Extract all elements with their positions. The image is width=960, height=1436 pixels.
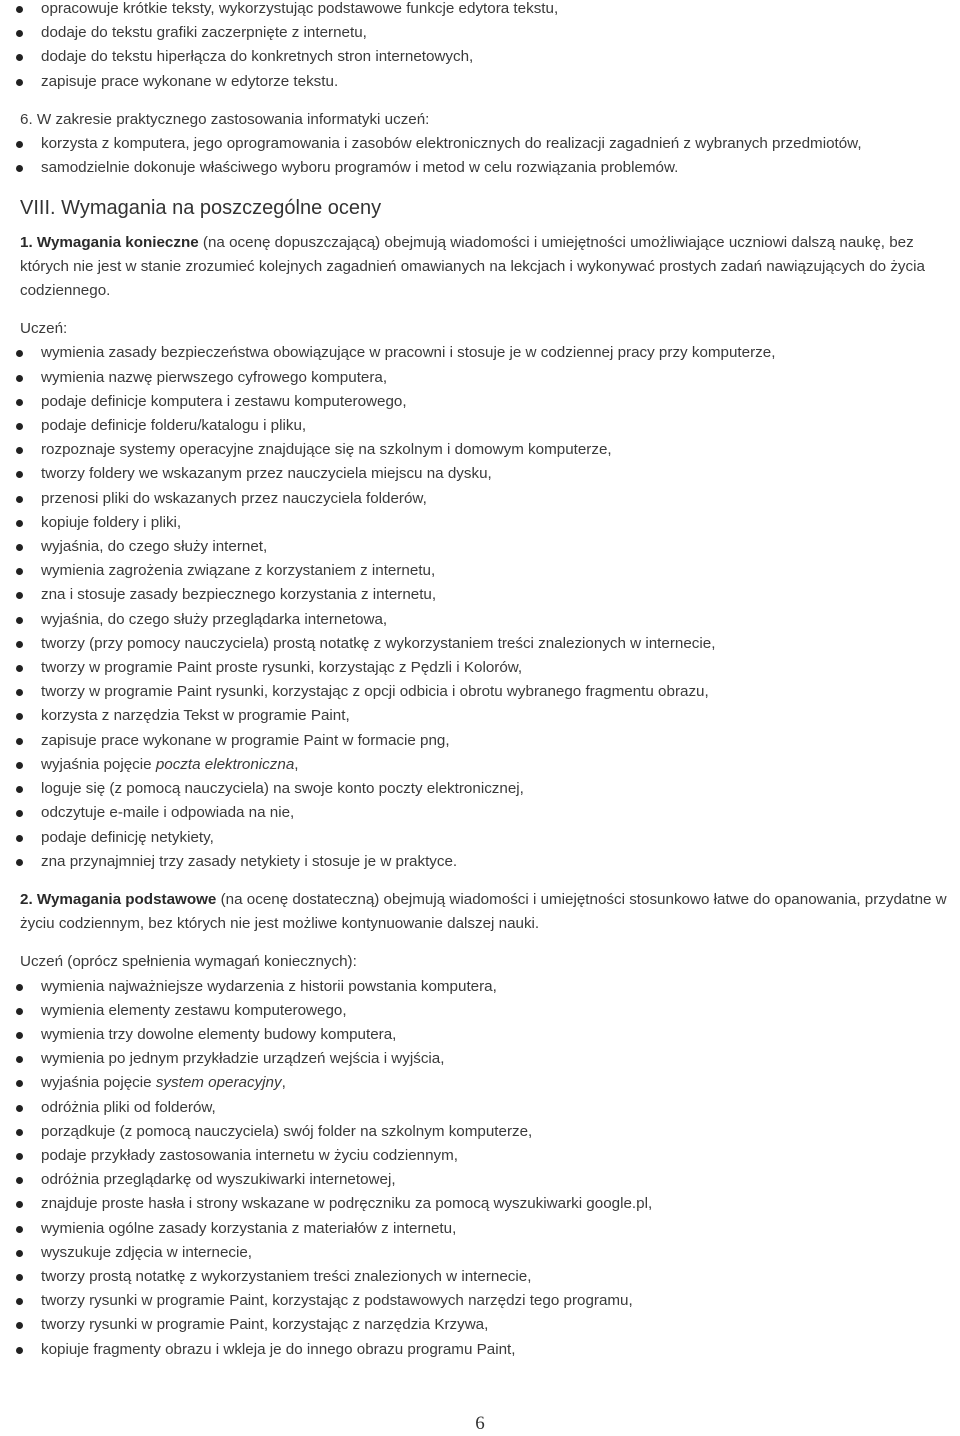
list-item: wymienia ogólne zasady korzystania z materiałów z internetu, [0,1217,960,1241]
requirement-2-paragraph [0,888,960,936]
list-item: wymienia elementy zestawu komputerowego, [0,999,960,1023]
list-item: tworzy prostą notatkę z wykorzystaniem treści znalezionych w internecie, [0,1265,960,1289]
section-6-list [0,132,960,180]
list-item: podaje definicje komputera i zestawu komputerowego, [0,390,960,414]
list-item: kopiuje foldery i pliki, [0,511,960,535]
requirement-title: Wymagania konieczne [36,233,199,251]
list-item: podaje definicje folderu/katalogu i pliku, [0,414,960,438]
list-item: korzysta z komputera, jego oprogramowania i zasobów elektronicznych do realizacji zagadnień z wybranych przedmiotów, [0,132,960,156]
list-item: wymienia najważniejsze wydarzenia z historii powstania komputera, [0,975,960,999]
list-item: zna przynajmniej trzy zasady netykiety i stosuje je w praktyce. [0,850,960,874]
emphasized-term: system operacyjny [155,1074,282,1092]
section-heading: VIII. Wymagania na poszczególne oceny [20,197,382,220]
list-item: odróżnia pliki od folderów, [0,1096,960,1120]
list-item: tworzy w programie Paint proste rysunki, korzystając z Pędzli i Kolorów, [0,656,960,680]
list-item: wymienia nazwę pierwszego cyfrowego komputera, [0,366,960,390]
requirement-1-paragraph [0,231,960,304]
list-item: wymienia po jednym przykładzie urządzeń wejścia i wyjścia, [0,1047,960,1071]
requirement-lead: Uczeń (oprócz spełnienia wymagań koniecznych): [20,953,357,971]
requirement-text: (na ocenę dopuszczającą) obejmują wiadomości i umiejętności umożliwiające uczniowi dalszą naukę, bez których nie jest w stanie zrozumieć kolejnych zagadnień omawianych na lekcjach i wykonywać prostych zadań nawiązujących do życia codziennego. [20,233,925,300]
page-number: 6 [475,1413,485,1434]
list-item: dodaje do tekstu grafiki zaczerpnięte z internetu, [0,21,960,45]
list-item: wymienia trzy dowolne elementy budowy komputera, [0,1023,960,1047]
requirement-2-list [0,975,960,1362]
list-item: zapisuje prace wykonane w programie Paint w formacie png, [0,729,960,753]
list-item: korzysta z narzędzia Tekst w programie Paint, [0,704,960,728]
list-item: tworzy foldery we wskazanym przez nauczyciela miejscu na dysku, [0,462,960,486]
list-item: rozpoznaje systemy operacyjne znajdujące się na szkolnym i domowym komputerze, [0,438,960,462]
item-text: wyjaśnia pojęcie [41,755,156,773]
list-item: odróżnia przeglądarkę od wyszukiwarki internetowej, [0,1168,960,1192]
list-item: przenosi pliki do wskazanych przez nauczyciela folderów, [0,487,960,511]
requirement-1-list [0,341,960,873]
item-text: , [281,1074,286,1092]
requirement-title: Wymagania podstawowe [36,890,217,908]
list-item: kopiuje fragmenty obrazu i wkleja je do innego obrazu programu Paint, [0,1338,960,1362]
list-item: tworzy (przy pomocy nauczyciela) prostą notatkę z wykorzystaniem treści znalezionych w internecie, [0,632,960,656]
requirement-number: 2. [20,890,33,908]
list-item: wymienia zagrożenia związane z korzystaniem z internetu, [0,559,960,583]
emphasized-term: poczta elektroniczna [155,755,295,773]
list-item: wyszukuje zdjęcia w internecie, [0,1241,960,1265]
list-item: podaje definicję netykiety, [0,826,960,850]
list-item: dodaje do tekstu hiperłącza do konkretnych stron internetowych, [0,45,960,69]
list-item: podaje przykłady zastosowania internetu w życiu codziennym, [0,1144,960,1168]
list-item: wyjaśnia, do czego służy internet, [0,535,960,559]
list-item: zapisuje prace wykonane w edytorze tekstu. [0,70,960,94]
list-item [0,1071,960,1095]
requirement-text: (na ocenę dostateczną) obejmują wiadomości i umiejętności stosunkowo łatwe do opanowania, przydatne w życiu codziennym, bez których nie jest możliwe kontynuowanie dalszej nauki. [20,890,947,933]
list-item: wyjaśnia, do czego służy przeglądarka internetowa, [0,608,960,632]
requirement-lead: Uczeń: [20,320,68,338]
list-item: opracowuje krótkie teksty, wykorzystując podstawowe funkcje edytora tekstu, [0,0,960,21]
requirement-number: 1. [20,233,33,251]
list-item: tworzy rysunki w programie Paint, korzystając z narzędzia Krzywa, [0,1313,960,1337]
list-item: zna i stosuje zasady bezpiecznego korzystania z internetu, [0,583,960,607]
list-item: porządkuje (z pomocą nauczyciela) swój folder na szkolnym komputerze, [0,1120,960,1144]
list-item: loguje się (z pomocą nauczyciela) na swoje konto poczty elektronicznej, [0,777,960,801]
section-6-heading: 6. W zakresie praktycznego zastosowania informatyki uczeń: [20,110,430,128]
list-item: tworzy rysunki w programie Paint, korzystając z podstawowych narzędzi tego programu, [0,1289,960,1313]
list-item [0,753,960,777]
list-item: odczytuje e-maile i odpowiada na nie, [0,801,960,825]
item-text: , [294,755,299,773]
list-item: tworzy w programie Paint rysunki, korzystając z opcji odbicia i obrotu wybranego fragmentu obrazu, [0,680,960,704]
list-item: znajduje proste hasła i strony wskazane w podręczniku za pomocą wyszukiwarki google.pl, [0,1192,960,1216]
item-text: wyjaśnia pojęcie [41,1074,156,1092]
list-item: wymienia zasady bezpieczeństwa obowiązujące w pracowni i stosuje je w codziennej pracy przy komputerze, [0,341,960,365]
list-item: samodzielnie dokonuje właściwego wyboru programów i metod w celu rozwiązania problemów. [0,156,960,180]
top-bullet-list [0,0,960,94]
